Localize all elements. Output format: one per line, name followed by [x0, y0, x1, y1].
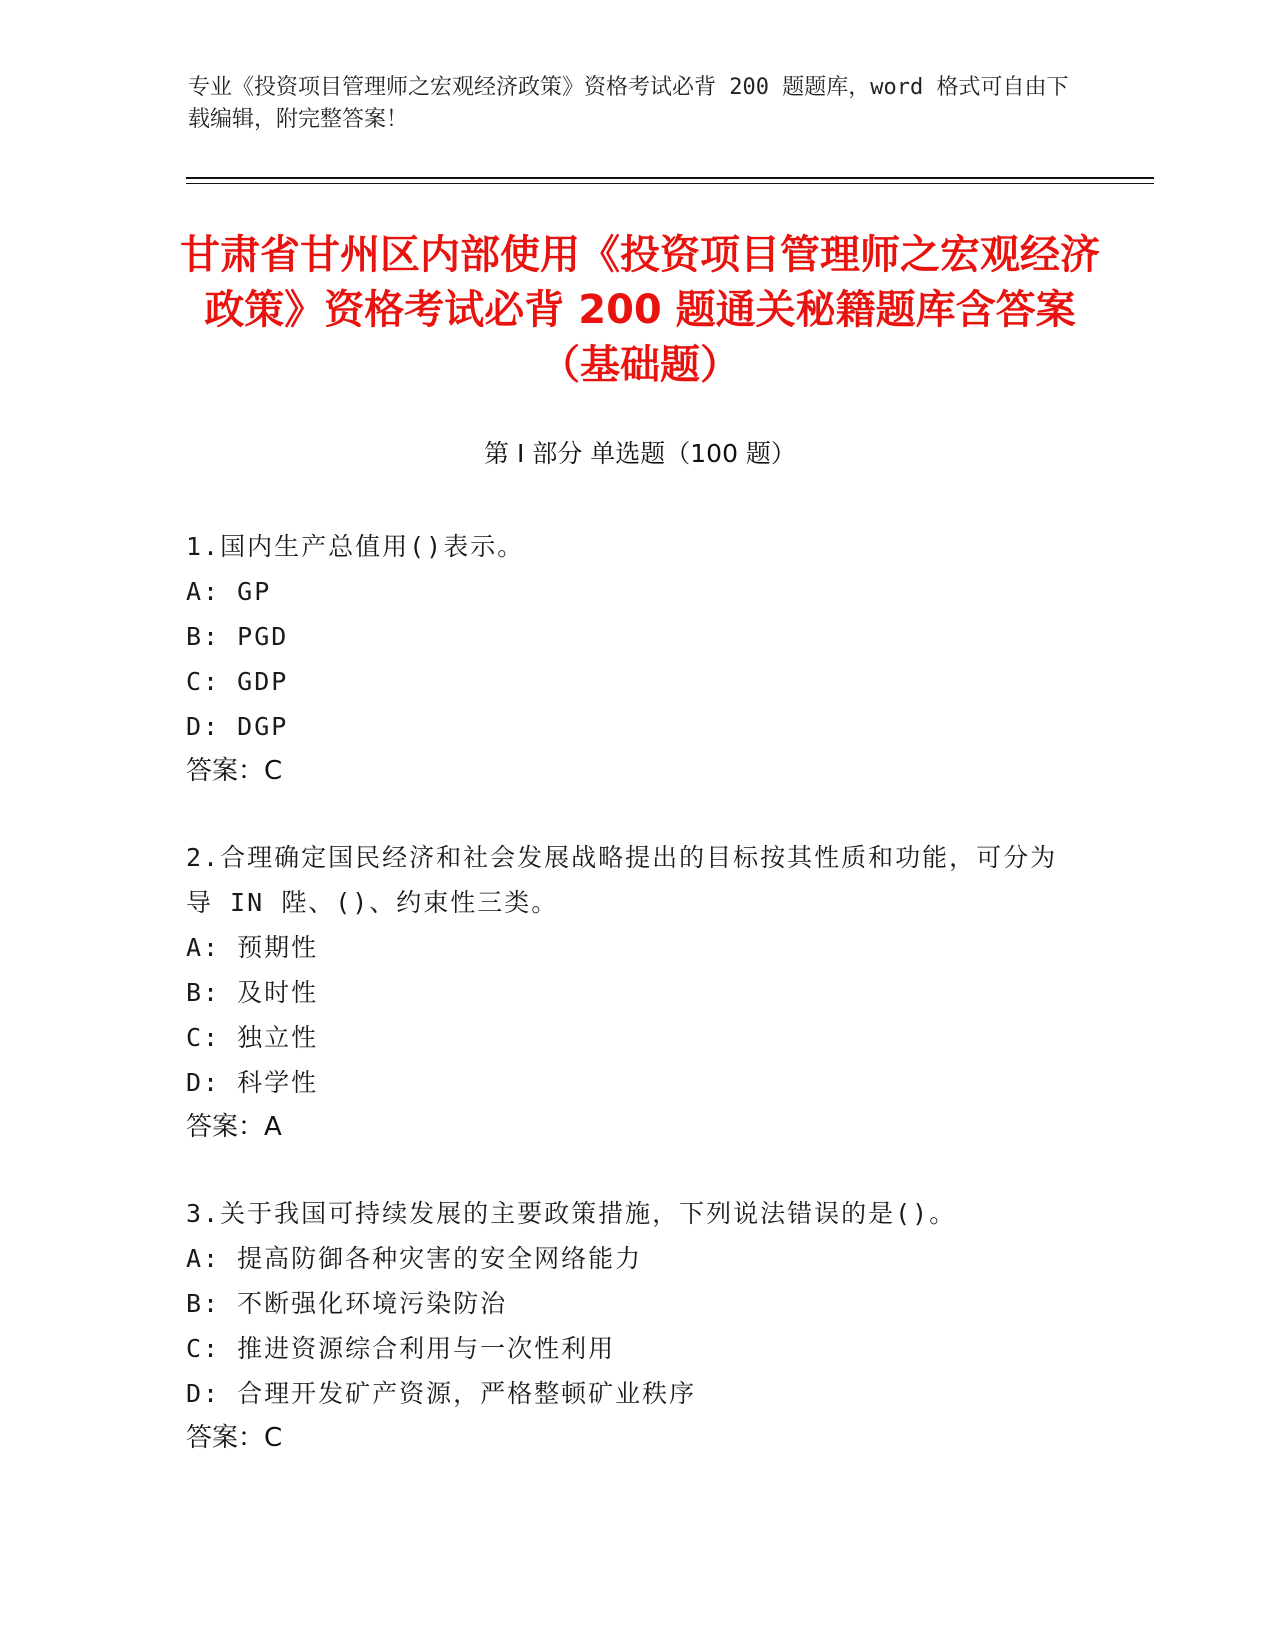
- option-c: C: 推进资源综合利用与一次性利用: [186, 1334, 616, 1363]
- option-a: A: GP: [186, 577, 272, 606]
- question-3: [186, 1191, 1066, 1461]
- option-c: C: GDP: [186, 667, 289, 696]
- option-d: D: DGP: [186, 712, 289, 741]
- answer: 答案：A: [186, 1112, 282, 1142]
- option-c: C: 独立性: [186, 1023, 319, 1052]
- question-stem: 2.合理确定国民经济和社会发展战略提出的目标按其性质和功能，可分为导 IN 陛、()、约束性三类。: [186, 843, 1058, 917]
- question-2: [186, 835, 1066, 1150]
- document-title: 甘肃省甘州区内部使用《投资项目管理师之宏观经济政策》资格考试必背 200 题通关秘籍题库含答案（基础题）: [180, 232, 1100, 388]
- option-b: B: PGD: [186, 622, 289, 651]
- option-a: A: 提高防御各种灾害的安全网络能力: [186, 1244, 643, 1273]
- question-list: [186, 524, 1066, 1502]
- option-b: B: 不断强化环境污染防治: [186, 1289, 508, 1318]
- option-a: A: 预期性: [186, 933, 319, 962]
- question-stem: 1.国内生产总值用()表示。: [186, 532, 525, 561]
- header-note: 专业《投资项目管理师之宏观经济政策》资格考试必背 200 题题库，word 格式可自由下载编辑，附完整答案！: [188, 75, 1069, 132]
- answer: 答案：C: [186, 1423, 283, 1453]
- option-d: D: 合理开发矿产资源，严格整顿矿业秩序: [186, 1379, 697, 1408]
- option-b: B: 及时性: [186, 978, 319, 1007]
- option-d: D: 科学性: [186, 1068, 319, 1097]
- header-divider-thin: [186, 183, 1154, 184]
- answer: 答案：C: [186, 756, 283, 786]
- question-1: [186, 524, 1066, 794]
- section-title: 第 I 部分 单选题（100 题）: [484, 439, 796, 468]
- header-divider-thick: [186, 177, 1154, 179]
- question-stem: 3.关于我国可持续发展的主要政策措施，下列说法错误的是()。: [186, 1199, 957, 1228]
